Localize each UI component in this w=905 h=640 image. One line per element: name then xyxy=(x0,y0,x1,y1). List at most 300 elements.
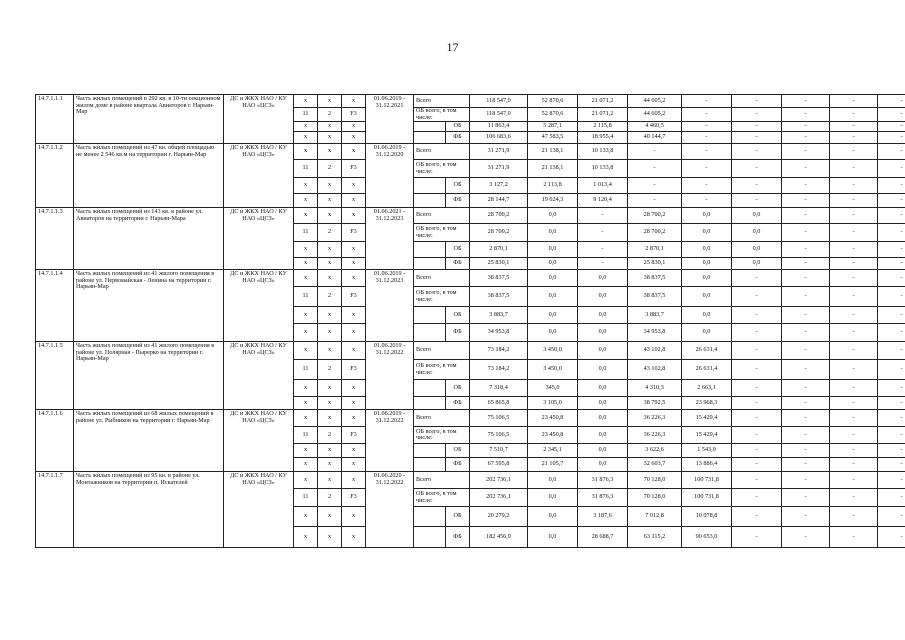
budget-code-2: x xyxy=(318,132,342,144)
amount-cell: 0,0 xyxy=(578,410,628,427)
amount-cell: - xyxy=(732,489,782,507)
amount-cell: - xyxy=(782,224,830,242)
amount-cell: 0,0 xyxy=(578,342,628,360)
amount-cell: - xyxy=(732,132,782,144)
amount-cell: - xyxy=(578,208,628,224)
budget-code-2: x xyxy=(318,122,342,132)
amount-cell: - xyxy=(782,324,830,342)
budget-code-3: x xyxy=(342,444,366,458)
amount-cell: - xyxy=(782,427,830,444)
period: 01.06.2019 - 31.12.2023 xyxy=(366,270,414,342)
amount-cell: 28 700,2 xyxy=(470,208,528,224)
amount-cell: - xyxy=(878,397,905,410)
amount-cell: - xyxy=(830,208,878,224)
amount-cell: - xyxy=(878,242,905,258)
amount-cell: 0,0 xyxy=(528,324,578,342)
amount-cell: - xyxy=(878,178,905,194)
amount-cell: 100 731,8 xyxy=(682,489,732,507)
amount-cell: - xyxy=(782,208,830,224)
measure-name: Часть жилых помещений в 292 кв. в 10-ти секционном жилом доме в районе квартала Авиаторов г. Нарьян-Мар xyxy=(74,95,224,144)
amount-cell: 43 102,8 xyxy=(628,360,682,380)
amount-cell: 106 683,6 xyxy=(470,132,528,144)
budget-code-1: x xyxy=(294,527,318,548)
funding-source: ОБ xyxy=(446,122,470,132)
amount-cell: 65 865,8 xyxy=(470,397,528,410)
amount-cell: - xyxy=(878,287,905,307)
amount-cell: - xyxy=(830,160,878,178)
amount-cell: 28 700,2 xyxy=(628,208,682,224)
amount-cell: - xyxy=(682,108,732,122)
budget-code-2: x xyxy=(318,307,342,324)
funding-source: ФБ xyxy=(446,194,470,208)
amount-cell: - xyxy=(878,224,905,242)
amount-cell: - xyxy=(628,160,682,178)
amount-cell: 118 547,0 xyxy=(470,108,528,122)
budget-code-2: x xyxy=(318,397,342,410)
amount-cell: 21 071,2 xyxy=(578,108,628,122)
funding-label-empty xyxy=(414,178,446,194)
amount-cell: 38 837,5 xyxy=(628,270,682,287)
budget-code-3: x xyxy=(342,144,366,160)
amount-cell: - xyxy=(878,160,905,178)
budget-code-2: x xyxy=(318,444,342,458)
amount-cell: 0,0 xyxy=(578,360,628,380)
amount-cell: 44 605,2 xyxy=(628,108,682,122)
budget-code-3: x xyxy=(342,178,366,194)
budget-code-2: x xyxy=(318,270,342,287)
budget-code-3: x xyxy=(342,397,366,410)
budget-code-2: x xyxy=(318,458,342,472)
amount-cell: 0,0 xyxy=(528,287,578,307)
executor: ДС и ЖКХ НАО / КУ НАО «ЦСЗ» xyxy=(224,472,294,548)
budget-code-3: F3 xyxy=(342,287,366,307)
amount-cell: - xyxy=(878,122,905,132)
funding-label: Всего xyxy=(414,410,470,427)
measure-code: 14.7.1.1.1 xyxy=(36,95,74,144)
table-row xyxy=(36,144,905,160)
funding-label-empty xyxy=(414,307,446,324)
amount-cell: - xyxy=(830,489,878,507)
amount-cell: 0,0 xyxy=(682,242,732,258)
funding-source: ОБ xyxy=(446,380,470,397)
executor: ДС и ЖКХ НАО / КУ НАО «ЦСЗ» xyxy=(224,270,294,342)
measure-code: 14.7.1.1.6 xyxy=(36,410,74,472)
funding-label: Всего xyxy=(414,342,470,360)
funding-label-empty xyxy=(414,132,446,144)
budget-code-3: F3 xyxy=(342,427,366,444)
amount-cell: 21 105,7 xyxy=(528,458,578,472)
amount-cell: - xyxy=(682,95,732,108)
amount-cell: - xyxy=(878,194,905,208)
amount-cell: 345,0 xyxy=(528,380,578,397)
funding-label-empty xyxy=(414,194,446,208)
amount-cell: - xyxy=(782,458,830,472)
budget-code-3: F3 xyxy=(342,224,366,242)
budget-code-1: 11 xyxy=(294,160,318,178)
amount-cell: 0,0 xyxy=(528,307,578,324)
amount-cell: - xyxy=(732,397,782,410)
amount-cell: 19 024,3 xyxy=(528,194,578,208)
budget-table xyxy=(35,94,905,548)
amount-cell: - xyxy=(782,108,830,122)
amount-cell: 0,0 xyxy=(528,242,578,258)
budget-code-2: x xyxy=(318,472,342,489)
budget-code-1: x xyxy=(294,132,318,144)
amount-cell: - xyxy=(782,178,830,194)
funding-label-empty xyxy=(414,122,446,132)
amount-cell: - xyxy=(830,144,878,160)
amount-cell: 0,0 xyxy=(578,324,628,342)
amount-cell: - xyxy=(878,472,905,489)
funding-label-empty xyxy=(414,258,446,270)
amount-cell: - xyxy=(782,489,830,507)
amount-cell: 26 631,4 xyxy=(682,360,732,380)
amount-cell: 0,0 xyxy=(732,208,782,224)
funding-source: ОБ xyxy=(446,307,470,324)
budget-code-2: 2 xyxy=(318,427,342,444)
table-row xyxy=(36,270,905,287)
budget-code-3: x xyxy=(342,122,366,132)
amount-cell: - xyxy=(830,194,878,208)
amount-cell: - xyxy=(732,324,782,342)
funding-source: ФБ xyxy=(446,458,470,472)
amount-cell: 2 115,8 xyxy=(578,122,628,132)
budget-code-3: x xyxy=(342,458,366,472)
amount-cell: 3 187,6 xyxy=(578,507,628,527)
amount-cell: - xyxy=(782,397,830,410)
amount-cell: 70 128,0 xyxy=(628,489,682,507)
period: 01.06.2019 - 31.12.2020 xyxy=(366,144,414,208)
executor: ДС и ЖКХ НАО / КУ НАО «ЦСЗ» xyxy=(224,410,294,472)
amount-cell: 1 013,4 xyxy=(578,178,628,194)
measure-name: Часть жилых помещений из 41 жилого помещения в районе ул. Первомайская - Ленина на территории г. Нарьян-Мар xyxy=(74,270,224,342)
amount-cell: 28 700,2 xyxy=(628,224,682,242)
measure-code: 14.7.1.1.3 xyxy=(36,208,74,270)
table-row xyxy=(36,410,905,427)
amount-cell: - xyxy=(830,178,878,194)
amount-cell: - xyxy=(782,527,830,548)
amount-cell: - xyxy=(682,178,732,194)
budget-code-2: 2 xyxy=(318,489,342,507)
budget-code-1: x xyxy=(294,122,318,132)
funding-label: ОБ всего, в том числе: xyxy=(414,427,470,444)
budget-code-3: x xyxy=(342,527,366,548)
budget-code-3: x xyxy=(342,95,366,108)
measure-code: 14.7.1.1.4 xyxy=(36,270,74,342)
amount-cell: - xyxy=(830,258,878,270)
amount-cell: - xyxy=(878,527,905,548)
amount-cell: - xyxy=(830,122,878,132)
budget-code-2: 2 xyxy=(318,224,342,242)
amount-cell: - xyxy=(682,160,732,178)
amount-cell: 0,0 xyxy=(528,507,578,527)
funding-label-empty xyxy=(414,527,446,548)
amount-cell: 38 837,5 xyxy=(628,287,682,307)
table-row xyxy=(36,208,905,224)
amount-cell: - xyxy=(628,178,682,194)
budget-code-2: x xyxy=(318,178,342,194)
amount-cell: 15 429,4 xyxy=(682,410,732,427)
amount-cell: - xyxy=(682,144,732,160)
table-row xyxy=(36,472,905,489)
budget-code-2: 2 xyxy=(318,287,342,307)
budget-code-3: x xyxy=(342,270,366,287)
budget-code-3: x xyxy=(342,342,366,360)
budget-code-1: x xyxy=(294,397,318,410)
budget-code-1: x xyxy=(294,144,318,160)
amount-cell: 4 310,3 xyxy=(628,380,682,397)
amount-cell: - xyxy=(830,527,878,548)
amount-cell: 9 120,4 xyxy=(578,194,628,208)
budget-code-2: x xyxy=(318,258,342,270)
amount-cell: 28 700,2 xyxy=(470,224,528,242)
amount-cell: 38 792,5 xyxy=(628,397,682,410)
period: 01.06.2019 - 31.12.2022 xyxy=(366,342,414,410)
amount-cell: - xyxy=(578,242,628,258)
amount-cell: - xyxy=(628,144,682,160)
funding-label-empty xyxy=(414,444,446,458)
budget-code-3: x xyxy=(342,507,366,527)
period: 01.06.2019 - 31.12.2022 xyxy=(366,410,414,472)
amount-cell: - xyxy=(732,410,782,427)
amount-cell: - xyxy=(830,108,878,122)
measure-name: Часть жилых помещений из 95 кв. в районе ул. Монтажников на территории п. Искателей xyxy=(74,472,224,548)
budget-code-2: x xyxy=(318,410,342,427)
amount-cell: - xyxy=(830,427,878,444)
amount-cell: - xyxy=(878,132,905,144)
funding-source: ОБ xyxy=(446,178,470,194)
budget-code-3: x xyxy=(342,307,366,324)
funding-label-empty xyxy=(414,324,446,342)
funding-source: ФБ xyxy=(446,258,470,270)
budget-code-3: x xyxy=(342,132,366,144)
amount-cell: 0,0 xyxy=(528,527,578,548)
amount-cell: - xyxy=(830,324,878,342)
amount-cell: 0,0 xyxy=(528,258,578,270)
funding-label: ОБ всего, в том числе: xyxy=(414,489,470,507)
budget-code-1: 11 xyxy=(294,427,318,444)
executor: ДС и ЖКХ НАО / КУ НАО «ЦСЗ» xyxy=(224,208,294,270)
amount-cell: 0,0 xyxy=(682,324,732,342)
amount-cell: 182 456,9 xyxy=(470,527,528,548)
funding-label-empty xyxy=(414,507,446,527)
budget-code-3: F3 xyxy=(342,108,366,122)
amount-cell: - xyxy=(830,380,878,397)
amount-cell: 0,0 xyxy=(682,224,732,242)
amount-cell: 3 883,7 xyxy=(470,307,528,324)
amount-cell: - xyxy=(782,287,830,307)
funding-source: ОБ xyxy=(446,507,470,527)
funding-label-empty xyxy=(414,397,446,410)
funding-label: ОБ всего, в том числе: xyxy=(414,287,470,307)
amount-cell: - xyxy=(732,444,782,458)
funding-source: ФБ xyxy=(446,397,470,410)
amount-cell: 202 736,1 xyxy=(470,472,528,489)
amount-cell: - xyxy=(878,208,905,224)
amount-cell: 21 138,1 xyxy=(528,144,578,160)
amount-cell: 38 837,5 xyxy=(470,287,528,307)
amount-cell: - xyxy=(782,410,830,427)
amount-cell: 31 271,9 xyxy=(470,144,528,160)
amount-cell: 3 127,2 xyxy=(470,178,528,194)
amount-cell: - xyxy=(878,270,905,287)
amount-cell: - xyxy=(782,472,830,489)
amount-cell: 0,0 xyxy=(578,307,628,324)
amount-cell: 0,0 xyxy=(578,458,628,472)
executor: ДС и ЖКХ НАО / КУ НАО «ЦСЗ» xyxy=(224,342,294,410)
amount-cell: - xyxy=(682,194,732,208)
amount-cell: 10 078,8 xyxy=(682,507,732,527)
budget-code-1: x xyxy=(294,242,318,258)
amount-cell: 34 953,8 xyxy=(470,324,528,342)
amount-cell: 23 450,8 xyxy=(528,410,578,427)
amount-cell: - xyxy=(830,342,878,360)
amount-cell: 0,0 xyxy=(528,489,578,507)
amount-cell: - xyxy=(732,380,782,397)
amount-cell: 21 071,2 xyxy=(578,95,628,108)
amount-cell: 100 731,8 xyxy=(682,472,732,489)
amount-cell: - xyxy=(782,360,830,380)
budget-code-2: x xyxy=(318,194,342,208)
budget-code-2: x xyxy=(318,242,342,258)
amount-cell: 31 876,3 xyxy=(578,489,628,507)
amount-cell: - xyxy=(732,472,782,489)
amount-cell: - xyxy=(782,242,830,258)
amount-cell: - xyxy=(732,160,782,178)
amount-cell: 31 271,9 xyxy=(470,160,528,178)
amount-cell: 10 133,8 xyxy=(578,144,628,160)
budget-code-1: x xyxy=(294,208,318,224)
amount-cell: - xyxy=(782,270,830,287)
funding-label-empty xyxy=(414,242,446,258)
amount-cell: 31 876,3 xyxy=(578,472,628,489)
measure-name: Часть жилых помещений из 41 жилого помещения в районе ул. Полярная - Пырерко на территории г. Нарьян-Мар xyxy=(74,342,224,410)
amount-cell: 0,0 xyxy=(732,224,782,242)
amount-cell: 2 870,1 xyxy=(470,242,528,258)
amount-cell: - xyxy=(830,307,878,324)
table-row xyxy=(36,342,905,360)
budget-code-1: x xyxy=(294,444,318,458)
amount-cell: - xyxy=(732,360,782,380)
amount-cell: 11 863,4 xyxy=(470,122,528,132)
budget-code-2: x xyxy=(318,208,342,224)
amount-cell: - xyxy=(732,178,782,194)
amount-cell: - xyxy=(830,444,878,458)
funding-source: ОБ xyxy=(446,444,470,458)
budget-code-2: x xyxy=(318,527,342,548)
budget-code-1: x xyxy=(294,380,318,397)
amount-cell: - xyxy=(682,122,732,132)
funding-label: ОБ всего, в том числе: xyxy=(414,160,470,178)
budget-code-1: x xyxy=(294,178,318,194)
amount-cell: 2 113,8 xyxy=(528,178,578,194)
budget-code-1: x xyxy=(294,342,318,360)
amount-cell: 7 318,4 xyxy=(470,380,528,397)
measure-name: Часть жилых помещений из 143 кв. в районе ул. Авиаторов на территории г. Нарьян-Мара xyxy=(74,208,224,270)
amount-cell: - xyxy=(878,489,905,507)
funding-source: ФБ xyxy=(446,527,470,548)
amount-cell: 67 595,8 xyxy=(470,458,528,472)
amount-cell: 26 631,4 xyxy=(682,342,732,360)
page-number: 17 xyxy=(446,40,459,54)
amount-cell: - xyxy=(782,507,830,527)
amount-cell: 90 653,0 xyxy=(682,527,732,548)
budget-code-3: x xyxy=(342,410,366,427)
budget-code-2: x xyxy=(318,507,342,527)
amount-cell: 47 583,5 xyxy=(528,132,578,144)
amount-cell: 4 460,5 xyxy=(628,122,682,132)
amount-cell: 2 870,1 xyxy=(628,242,682,258)
funding-label: ОБ всего, в том числе: xyxy=(414,360,470,380)
amount-cell: - xyxy=(782,144,830,160)
amount-cell: 3 105,0 xyxy=(528,397,578,410)
amount-cell: 118 547,0 xyxy=(470,95,528,108)
amount-cell: 63 115,2 xyxy=(628,527,682,548)
budget-code-3: x xyxy=(342,472,366,489)
amount-cell: - xyxy=(732,287,782,307)
amount-cell: 2 663,1 xyxy=(682,380,732,397)
amount-cell: 0,0 xyxy=(528,270,578,287)
funding-label: ОБ всего, в том числе: xyxy=(414,224,470,242)
amount-cell: - xyxy=(830,397,878,410)
amount-cell: - xyxy=(830,507,878,527)
funding-label-empty xyxy=(414,458,446,472)
amount-cell: 43 102,8 xyxy=(628,342,682,360)
amount-cell: 0,0 xyxy=(578,444,628,458)
amount-cell: 0,0 xyxy=(528,472,578,489)
amount-cell: - xyxy=(782,307,830,324)
measure-name: Часть жилых помещений из 68 жилых помещений в районе ул. Рыбников на территории г. Нарьян-Мар xyxy=(74,410,224,472)
funding-label: Всего xyxy=(414,144,470,160)
funding-label: Всего xyxy=(414,472,470,489)
amount-cell: - xyxy=(878,507,905,527)
amount-cell: - xyxy=(682,132,732,144)
amount-cell: 23 968,3 xyxy=(682,397,732,410)
budget-code-1: x xyxy=(294,194,318,208)
amount-cell: 0,0 xyxy=(732,242,782,258)
amount-cell: 25 830,1 xyxy=(628,258,682,270)
budget-code-2: x xyxy=(318,144,342,160)
amount-cell: 13 886,4 xyxy=(682,458,732,472)
budget-code-3: x xyxy=(342,242,366,258)
amount-cell: - xyxy=(878,360,905,380)
amount-cell: 28 688,7 xyxy=(578,527,628,548)
amount-cell: - xyxy=(878,258,905,270)
funding-source: ФБ xyxy=(446,132,470,144)
amount-cell: - xyxy=(878,342,905,360)
amount-cell: - xyxy=(878,380,905,397)
funding-label: Всего xyxy=(414,95,470,108)
measure-name: Часть жилых помещений из 47 кв. общей площадью не менее 2 546 кв.м на территории г. Нарьян-Мар xyxy=(74,144,224,208)
amount-cell: - xyxy=(732,95,782,108)
amount-cell: 1 543,0 xyxy=(682,444,732,458)
amount-cell: - xyxy=(782,132,830,144)
amount-cell: 32 603,7 xyxy=(628,458,682,472)
amount-cell: - xyxy=(782,95,830,108)
amount-cell: 7 012,8 xyxy=(628,507,682,527)
budget-code-1: x xyxy=(294,410,318,427)
budget-code-1: x xyxy=(294,258,318,270)
amount-cell: 38 837,5 xyxy=(470,270,528,287)
amount-cell: 52 870,6 xyxy=(528,95,578,108)
amount-cell: 0,0 xyxy=(682,270,732,287)
amount-cell: - xyxy=(782,444,830,458)
amount-cell: 23 450,8 xyxy=(528,427,578,444)
amount-cell: 10 133,8 xyxy=(578,160,628,178)
amount-cell: 21 138,1 xyxy=(528,160,578,178)
amount-cell: 25 830,1 xyxy=(470,258,528,270)
amount-cell: 73 184,2 xyxy=(470,360,528,380)
